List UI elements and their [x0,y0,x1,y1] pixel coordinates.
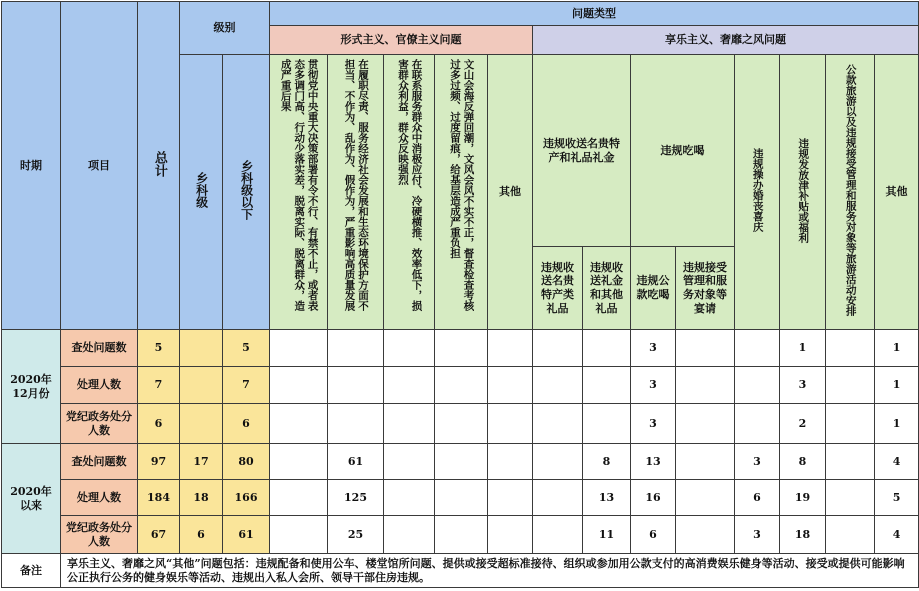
col-h-wedding-label: 违规操办婚丧喜庆 [751,148,764,233]
below-cell: 166 [223,480,270,516]
data-cell [384,330,435,367]
col-h-allowance-label: 违规发放津补贴或福利 [797,137,810,243]
level-below-label: 乡科级以下 [239,160,254,221]
table-row [2,516,919,554]
period-label: 2020年12月份 [2,330,61,444]
data-cell [328,404,384,444]
remarks-text: 享乐主义、奢靡之风“其他”问题包括：违规配备和使用公车、楼堂馆所问题、提供或接受超标准接待、组织或参加用公款支付的高消费娱乐健身等活动、接受或提供可能影响公正执行公务的健身娱乐等活动、违规出入私人会所、领导干部住房违规。 [61,554,919,588]
col-h-wedding-header [735,55,780,330]
data-cell [488,404,533,444]
data-cell: 3 [631,404,676,444]
data-cell [826,367,875,404]
data-cell [533,516,583,554]
sub-gift2-header: 违规收送礼金和其他礼品 [583,247,631,330]
table-row [2,404,919,444]
col-f2-label: 在履职尽责、服务经济社会发展和生态环境保护方面不担当、不作为、乱作为、假作为，严重影响高质量发展 [343,59,369,312]
data-cell [488,516,533,554]
item-label: 党纪政务处分人数 [61,516,138,554]
data-cell: 8 [583,444,631,480]
data-cell: 4 [875,444,919,480]
total-header [138,2,180,330]
level-header: 级别 [180,2,270,55]
data-cell [384,444,435,480]
statistics-table [1,1,919,588]
data-cell [826,330,875,367]
total-cell: 7 [138,367,180,404]
total-cell: 97 [138,444,180,480]
remarks-label: 备注 [2,554,61,588]
data-cell: 6 [631,516,676,554]
col-f3-label: 在联系服务群众中消极应付、冷硬横推、效率低下，损害群众利益，群众反映强烈 [397,59,423,312]
data-cell [270,480,328,516]
data-cell [435,516,488,554]
data-cell: 4 [875,516,919,554]
data-cell [533,480,583,516]
period-label: 2020年以来 [2,444,61,554]
data-cell [328,367,384,404]
township-cell [180,404,223,444]
data-cell: 2 [780,404,826,444]
data-cell [435,480,488,516]
total-header-label: 总计 [151,150,167,177]
sub-eat1-header: 违规公款吃喝 [631,247,676,330]
data-cell [533,367,583,404]
data-cell [328,330,384,367]
item-label: 查处问题数 [61,330,138,367]
data-cell [676,480,735,516]
data-cell: 3 [735,516,780,554]
data-cell [488,444,533,480]
table-row [2,444,919,480]
data-cell [826,516,875,554]
data-cell [270,516,328,554]
item-label: 处理人数 [61,367,138,404]
data-cell [533,444,583,480]
col-h-eat-header: 违规吃喝 [631,55,735,247]
col-h-travel-label: 公款旅游以及违规接受管理和服务对象等旅游活动安排 [844,64,857,317]
data-cell [676,516,735,554]
table-row [2,330,919,367]
col-f1-label: 贯彻党中央重大决策部署有令不行、有禁不止，或者表态多调门高、行动少落实差，脱离实际、脱离群众，造成严重后果 [279,59,319,312]
below-cell: 80 [223,444,270,480]
data-cell: 61 [328,444,384,480]
data-cell [583,367,631,404]
data-cell [488,330,533,367]
total-cell: 5 [138,330,180,367]
data-cell [676,404,735,444]
level-below-header [223,55,270,330]
data-cell: 8 [780,444,826,480]
data-cell [826,480,875,516]
data-cell [676,367,735,404]
township-cell [180,330,223,367]
township-cell: 6 [180,516,223,554]
data-cell [676,444,735,480]
formalism-group-header: 形式主义、官僚主义问题 [270,26,533,55]
data-cell [583,330,631,367]
data-cell [384,480,435,516]
data-cell: 1 [875,330,919,367]
data-cell: 13 [583,480,631,516]
data-cell [435,330,488,367]
data-cell: 1 [875,367,919,404]
data-cell [735,330,780,367]
item-label: 查处问题数 [61,444,138,480]
col-f-other-header: 其他 [488,55,533,330]
col-h-travel-header [826,55,875,330]
problem-types-header: 问题类型 [270,2,919,26]
col-f2-header [328,55,384,330]
data-cell [435,367,488,404]
data-cell: 16 [631,480,676,516]
data-cell [435,404,488,444]
below-cell: 6 [223,404,270,444]
township-cell: 18 [180,480,223,516]
sub-eat2-header: 违规接受管理和服务对象等宴请 [676,247,735,330]
data-cell: 1 [780,330,826,367]
data-cell [488,367,533,404]
data-cell: 1 [875,404,919,444]
below-cell: 61 [223,516,270,554]
data-cell: 11 [583,516,631,554]
total-cell: 6 [138,404,180,444]
data-cell: 3 [780,367,826,404]
data-cell [270,367,328,404]
data-cell [488,480,533,516]
col-f4-header [435,55,488,330]
col-f1-header [270,55,328,330]
level-township-header [180,55,223,330]
col-f3-header [384,55,435,330]
data-cell [435,444,488,480]
item-label: 处理人数 [61,480,138,516]
data-cell: 3 [735,444,780,480]
data-cell: 125 [328,480,384,516]
data-cell [384,516,435,554]
data-cell: 3 [631,330,676,367]
sub-gift1-header: 违规收送名贵特产类礼品 [533,247,583,330]
data-cell [533,330,583,367]
data-cell: 5 [875,480,919,516]
township-cell [180,367,223,404]
data-cell [826,444,875,480]
data-cell [583,404,631,444]
data-cell: 25 [328,516,384,554]
data-cell: 19 [780,480,826,516]
data-cell [826,404,875,444]
total-cell: 184 [138,480,180,516]
township-cell: 17 [180,444,223,480]
data-cell: 6 [735,480,780,516]
data-cell [384,404,435,444]
hedonism-group-header: 享乐主义、奢靡之风问题 [533,26,919,55]
below-cell: 7 [223,367,270,404]
data-cell [676,330,735,367]
table-row [2,367,919,404]
col-h-allowance-header [780,55,826,330]
period-header: 时期 [2,2,61,330]
col-f4-label: 文山会海反弹回潮，文风会风不实不正，督查检查考核过多过频、过度留痕，给基层造成严重负担 [449,59,475,312]
data-cell [270,444,328,480]
below-cell: 5 [223,330,270,367]
data-cell [270,330,328,367]
col-h-gift-header: 违规收送名贵特产和礼品礼金 [533,55,631,247]
data-cell: 3 [631,367,676,404]
level-township-label: 乡科级 [194,172,209,209]
data-cell [533,404,583,444]
data-cell [735,404,780,444]
data-cell: 13 [631,444,676,480]
col-h-other-header: 其他 [875,55,919,330]
item-label: 党纪政务处分人数 [61,404,138,444]
item-header: 项目 [61,2,138,330]
data-cell: 18 [780,516,826,554]
total-cell: 67 [138,516,180,554]
table-row [2,480,919,516]
data-cell [735,367,780,404]
data-cell [270,404,328,444]
data-cell [384,367,435,404]
